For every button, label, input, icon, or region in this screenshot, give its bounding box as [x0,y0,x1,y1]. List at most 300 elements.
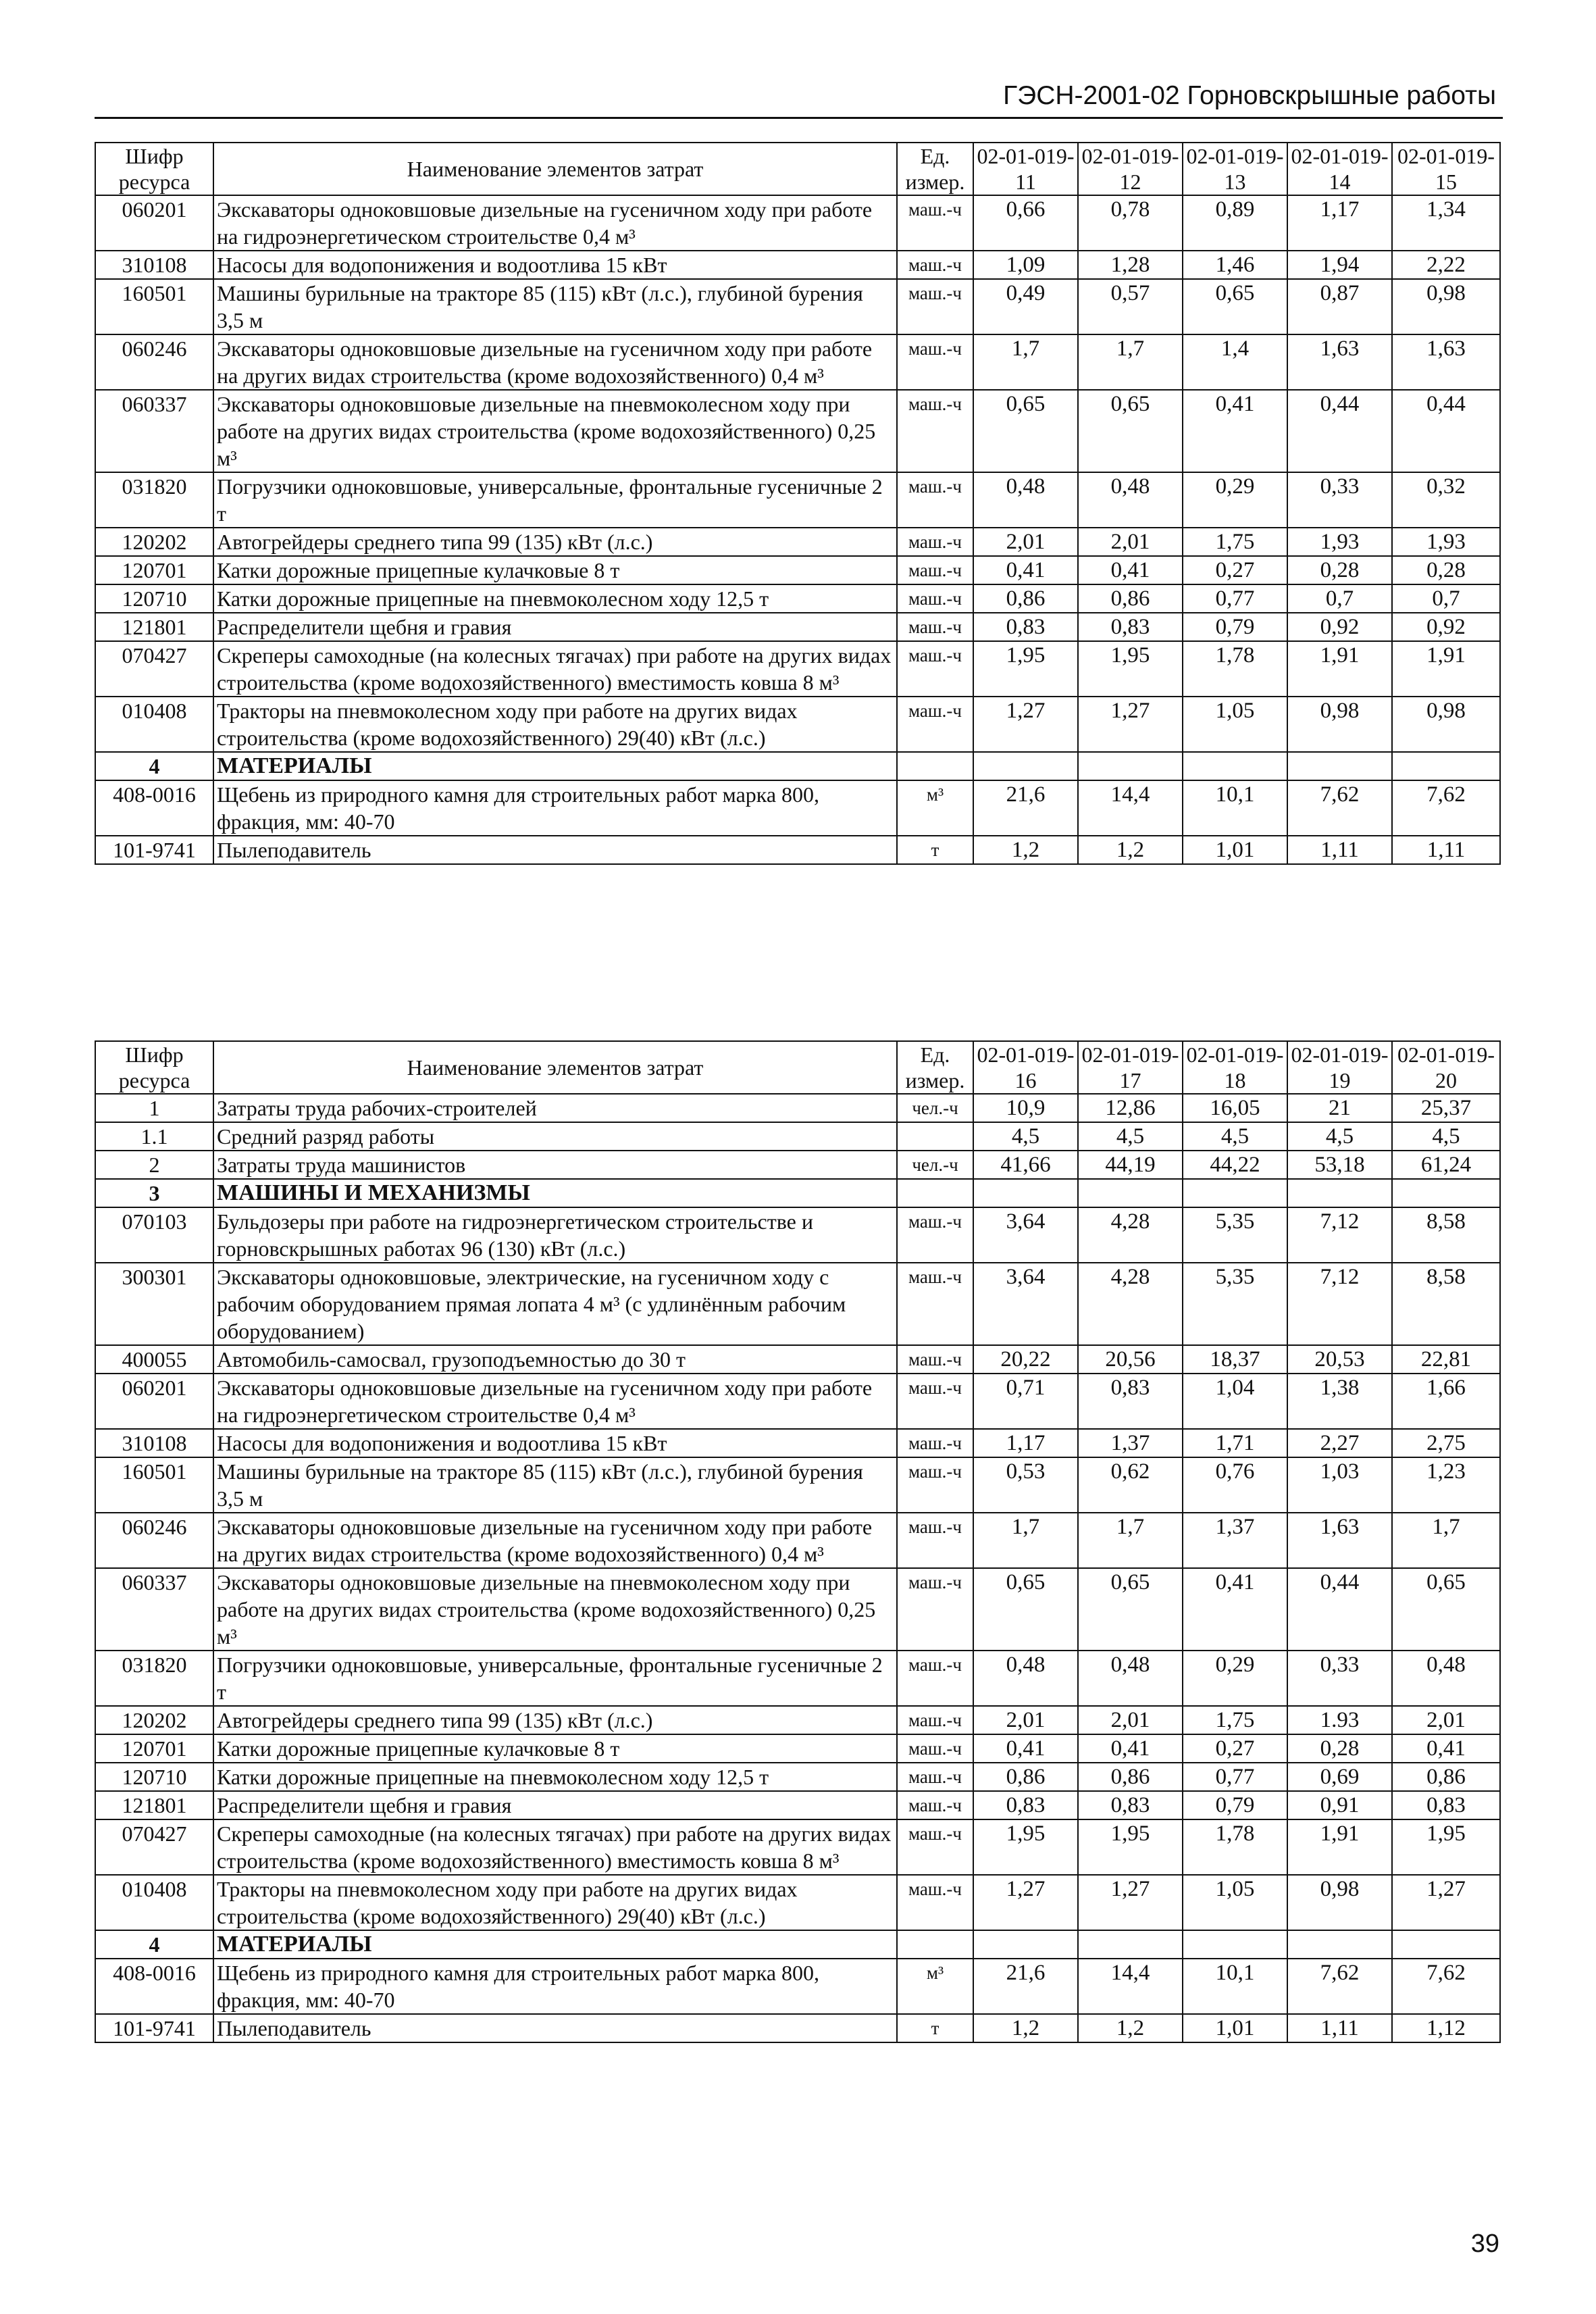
value-cell: 1,11 [1287,836,1392,864]
value-cell: 0,33 [1287,1651,1392,1706]
value-cell: 1,04 [1183,1374,1287,1429]
value-cell: 2,75 [1392,1429,1500,1457]
value-cell: 0,98 [1392,697,1500,752]
unit-cell: маш.-ч [897,556,973,584]
resource-name-cell: Автогрейдеры среднего типа 99 (135) кВт (л.с.) [213,1706,897,1734]
value-cell: 44,22 [1183,1151,1287,1179]
table-row [95,1122,1500,1151]
unit-cell: м³ [897,780,973,836]
value-cell: 0,87 [1287,279,1392,334]
value-cell: 3,64 [973,1263,1078,1345]
value-cell: 0,53 [973,1457,1078,1513]
value-cell: 4,5 [1078,1122,1183,1151]
resource-name-cell: Экскаваторы одноковшовые, электрические, на гусеничном ходу с рабочим оборудованием прямая лопата 4 м³ (с удлинённым рабочим оборудованием) [213,1263,897,1345]
column-header-variant: 02-01-019-12 [1078,143,1183,195]
resource-name-cell: Погрузчики одноковшовые, универсальные, фронтальные гусеничные 2 т [213,1651,897,1706]
column-header-name: Наименование элементов затрат [213,143,897,195]
unit-cell: маш.-ч [897,1791,973,1819]
value-cell: 1,2 [1078,2014,1183,2042]
value-cell: 1,4 [1183,334,1287,390]
value-cell: 1,91 [1287,1819,1392,1875]
value-cell [973,752,1078,780]
resource-name-cell: Скреперы самоходные (на колесных тягачах) при работе на других видах строительства (кроме водохозяйственного) вместимость ковша 8 м³ [213,1819,897,1875]
resource-code-cell: 101-9741 [95,836,213,864]
value-cell: 0,78 [1078,195,1183,251]
value-cell: 0,7 [1287,584,1392,613]
value-cell: 16,05 [1183,1094,1287,1122]
resource-name-cell: Распределители щебня и гравия [213,1791,897,1819]
unit-cell: маш.-ч [897,1568,973,1651]
table-row [95,1763,1500,1791]
value-cell: 1,37 [1078,1429,1183,1457]
value-cell: 61,24 [1392,1151,1500,1179]
value-cell: 14,4 [1078,780,1183,836]
value-cell: 10,1 [1183,1959,1287,2014]
table-row [95,1651,1500,1706]
value-cell: 0,86 [973,1763,1078,1791]
header-rule [95,117,1503,119]
resource-code-cell: 120701 [95,556,213,584]
value-cell [1287,1179,1392,1207]
value-cell: 0,57 [1078,279,1183,334]
value-cell: 1,95 [1392,1819,1500,1875]
value-cell: 1,93 [1392,528,1500,556]
resource-code-cell: 121801 [95,613,213,641]
unit-cell: маш.-ч [897,1457,973,1513]
value-cell: 21,6 [973,780,1078,836]
column-header-variant: 02-01-019-15 [1392,143,1500,195]
value-cell: 0,89 [1183,195,1287,251]
value-cell: 1,2 [973,2014,1078,2042]
value-cell: 1,05 [1183,697,1287,752]
value-cell: 0,27 [1183,1734,1287,1763]
value-cell: 1,78 [1183,1819,1287,1875]
resource-name-cell: Экскаваторы одноковшовые дизельные на пневмоколесном ходу при работе на других видах строительства (кроме водохозяйственного) 0,25 м³ [213,390,897,472]
value-cell: 0,98 [1287,1875,1392,1930]
resource-code-cell: 2 [95,1151,213,1179]
value-cell: 0,62 [1078,1457,1183,1513]
value-cell: 1,05 [1183,1875,1287,1930]
resource-name-cell: Распределители щебня и гравия [213,613,897,641]
value-cell [1287,752,1392,780]
resource-name-cell: Экскаваторы одноковшовые дизельные на гусеничном ходу при работе на гидроэнергетическом строительстве 0,4 м³ [213,1374,897,1429]
unit-cell: маш.-ч [897,1263,973,1345]
value-cell: 0,44 [1287,1568,1392,1651]
value-cell: 0,28 [1287,556,1392,584]
resource-name-cell: Экскаваторы одноковшовые дизельные на гусеничном ходу при работе на других видах строительства (кроме водохозяйственного) 0,4 м³ [213,334,897,390]
value-cell: 44,19 [1078,1151,1183,1179]
value-cell: 4,5 [1287,1122,1392,1151]
value-cell: 1,27 [1078,1875,1183,1930]
value-cell: 1,93 [1287,528,1392,556]
table-row [95,1959,1500,2014]
value-cell: 2,01 [973,1706,1078,1734]
value-cell: 1,7 [1392,1513,1500,1568]
value-cell: 8,58 [1392,1207,1500,1263]
table-row [95,1094,1500,1122]
unit-cell: маш.-ч [897,1819,973,1875]
resource-code-cell: 120202 [95,1706,213,1734]
value-cell: 0,48 [1078,472,1183,528]
value-cell: 1,71 [1183,1429,1287,1457]
value-cell: 1,09 [973,251,1078,279]
unit-cell: маш.-ч [897,1734,973,1763]
value-cell: 7,12 [1287,1207,1392,1263]
column-header-code: Шифр ресурса [95,143,213,195]
resource-name-cell: МАТЕРИАЛЫ [213,752,897,780]
table-row [95,1374,1500,1429]
unit-cell [897,1179,973,1207]
resource-code-cell: 121801 [95,1791,213,1819]
value-cell: 1,75 [1183,528,1287,556]
table-row [95,697,1500,752]
value-cell: 1,91 [1392,641,1500,697]
resource-table-2 [95,1040,1501,2043]
value-cell: 0,86 [1078,1763,1183,1791]
unit-cell: маш.-ч [897,472,973,528]
value-cell [973,1930,1078,1959]
resource-code-cell: 010408 [95,697,213,752]
resource-code-cell: 070427 [95,641,213,697]
table-row [95,2014,1500,2042]
unit-cell: маш.-ч [897,1875,973,1930]
value-cell: 1,01 [1183,2014,1287,2042]
value-cell: 1,63 [1287,1513,1392,1568]
value-cell: 1,37 [1183,1513,1287,1568]
resource-code-cell: 060246 [95,1513,213,1568]
value-cell: 0,69 [1287,1763,1392,1791]
value-cell: 0,76 [1183,1457,1287,1513]
table-row [95,1457,1500,1513]
value-cell: 1.93 [1287,1706,1392,1734]
resource-name-cell: Экскаваторы одноковшовые дизельные на пневмоколесном ходу при работе на других видах строительства (кроме водохозяйственного) 0,25 м³ [213,1568,897,1651]
value-cell: 0,98 [1287,697,1392,752]
resource-name-cell: Бульдозеры при работе на гидроэнергетическом строительстве и горновскрышных работах 96 (130) кВт (л.с.) [213,1207,897,1263]
value-cell [1392,1179,1500,1207]
resource-code-cell: 060246 [95,334,213,390]
unit-cell: маш.-ч [897,1763,973,1791]
resource-code-cell: 060201 [95,195,213,251]
value-cell: 7,12 [1287,1263,1392,1345]
resource-code-cell: 400055 [95,1345,213,1374]
table-row [95,1819,1500,1875]
value-cell: 0,41 [1183,1568,1287,1651]
unit-cell: маш.-ч [897,251,973,279]
value-cell [1183,1179,1287,1207]
unit-cell: т [897,2014,973,2042]
unit-cell: чел.-ч [897,1094,973,1122]
value-cell: 2,01 [1392,1706,1500,1734]
resource-name-cell: Катки дорожные прицепные на пневмоколесном ходу 12,5 т [213,584,897,613]
value-cell: 0,48 [973,1651,1078,1706]
column-header-variant: 02-01-019-20 [1392,1041,1500,1094]
column-header-variant: 02-01-019-19 [1287,1041,1392,1094]
value-cell: 0,91 [1287,1791,1392,1819]
table-row [95,279,1500,334]
section-row [95,752,1500,780]
value-cell: 0,41 [1078,556,1183,584]
value-cell: 21,6 [973,1959,1078,2014]
unit-cell: маш.-ч [897,1706,973,1734]
value-cell: 0,92 [1392,613,1500,641]
value-cell: 53,18 [1287,1151,1392,1179]
resource-name-cell: Машины бурильные на тракторе 85 (115) кВт (л.с.), глубиной бурения 3,5 м [213,279,897,334]
table-row [95,584,1500,613]
value-cell: 20,22 [973,1345,1078,1374]
resource-code-cell: 070427 [95,1819,213,1875]
value-cell: 0,65 [1392,1568,1500,1651]
table-row [95,1345,1500,1374]
value-cell: 0,66 [973,195,1078,251]
page-number: 39 [1470,2230,1499,2258]
value-cell: 0,41 [1392,1734,1500,1763]
unit-cell: маш.-ч [897,1345,973,1374]
value-cell: 20,53 [1287,1345,1392,1374]
value-cell: 1,7 [1078,1513,1183,1568]
resource-code-cell: 310108 [95,251,213,279]
value-cell: 1,11 [1287,2014,1392,2042]
resource-name-cell: Щебень из природного камня для строительных работ марка 800, фракция, мм: 40-70 [213,780,897,836]
value-cell: 0,65 [973,390,1078,472]
column-header-variant: 02-01-019-13 [1183,143,1287,195]
resource-name-cell: Экскаваторы одноковшовые дизельные на гусеничном ходу при работе на гидроэнергетическом строительстве 0,4 м³ [213,195,897,251]
value-cell: 1,17 [973,1429,1078,1457]
resource-name-cell: Катки дорожные прицепные кулачковые 8 т [213,556,897,584]
table-row [95,780,1500,836]
value-cell: 4,5 [973,1122,1078,1151]
value-cell: 1,27 [1078,697,1183,752]
value-cell: 0,48 [1392,1651,1500,1706]
value-cell: 1,01 [1183,836,1287,864]
value-cell: 0,32 [1392,472,1500,528]
value-cell: 1,38 [1287,1374,1392,1429]
value-cell: 7,62 [1392,1959,1500,2014]
resource-name-cell: Щебень из природного камня для строительных работ марка 800, фракция, мм: 40-70 [213,1959,897,2014]
value-cell: 0,48 [1078,1651,1183,1706]
value-cell: 1,11 [1392,836,1500,864]
resource-code-cell: 060337 [95,1568,213,1651]
value-cell: 1,94 [1287,251,1392,279]
value-cell: 1,78 [1183,641,1287,697]
resource-code-cell: 160501 [95,1457,213,1513]
value-cell: 0,65 [1078,1568,1183,1651]
table-row [95,1263,1500,1345]
value-cell: 2,27 [1287,1429,1392,1457]
value-cell: 0,77 [1183,1763,1287,1791]
value-cell: 0,92 [1287,613,1392,641]
table-row [95,556,1500,584]
resource-name-cell: МАТЕРИАЛЫ [213,1930,897,1959]
resource-code-cell: 1 [95,1094,213,1122]
value-cell: 7,62 [1392,780,1500,836]
value-cell: 0,29 [1183,1651,1287,1706]
resource-code-cell: 3 [95,1179,213,1207]
value-cell: 0,41 [973,1734,1078,1763]
value-cell [1287,1930,1392,1959]
unit-cell: маш.-ч [897,1513,973,1568]
resource-code-cell: 120710 [95,1763,213,1791]
unit-cell: маш.-ч [897,613,973,641]
table-header-row [95,143,1500,195]
value-cell: 1,03 [1287,1457,1392,1513]
resource-name-cell: Автогрейдеры среднего типа 99 (135) кВт (л.с.) [213,528,897,556]
resource-name-cell: Катки дорожные прицепные на пневмоколесном ходу 12,5 т [213,1763,897,1791]
unit-cell: маш.-ч [897,641,973,697]
unit-cell [897,1930,973,1959]
resource-name-cell: Погрузчики одноковшовые, универсальные, фронтальные гусеничные 2 т [213,472,897,528]
value-cell [1078,1179,1183,1207]
column-header-name: Наименование элементов затрат [213,1041,897,1094]
unit-cell: маш.-ч [897,390,973,472]
value-cell: 1,63 [1287,334,1392,390]
section-row [95,1179,1500,1207]
value-cell: 22,81 [1392,1345,1500,1374]
resource-code-cell: 4 [95,752,213,780]
resource-name-cell: Экскаваторы одноковшовые дизельные на гусеничном ходу при работе на других видах строительства (кроме водохозяйственного) 0,4 м³ [213,1513,897,1568]
value-cell: 0,83 [1392,1791,1500,1819]
table-header-row [95,1041,1500,1094]
table-row [95,1151,1500,1179]
table-row [95,613,1500,641]
resource-name-cell: Затраты труда машинистов [213,1151,897,1179]
unit-cell: маш.-ч [897,584,973,613]
value-cell: 4,5 [1183,1122,1287,1151]
value-cell: 1,95 [1078,641,1183,697]
value-cell: 1,75 [1183,1706,1287,1734]
resource-name-cell: Пылеподавитель [213,836,897,864]
resource-code-cell: 300301 [95,1263,213,1345]
value-cell: 0,83 [973,613,1078,641]
value-cell: 1,2 [973,836,1078,864]
value-cell: 41,66 [973,1151,1078,1179]
value-cell: 10,9 [973,1094,1078,1122]
resource-name-cell: Автомобиль-самосвал, грузоподъемностью до 30 т [213,1345,897,1374]
unit-cell: чел.-ч [897,1151,973,1179]
resource-name-cell: МАШИНЫ И МЕХАНИЗМЫ [213,1179,897,1207]
value-cell: 0,83 [1078,1374,1183,1429]
value-cell: 2,01 [1078,528,1183,556]
value-cell: 1,95 [973,641,1078,697]
unit-cell: маш.-ч [897,279,973,334]
resource-code-cell: 1.1 [95,1122,213,1151]
resource-code-cell: 031820 [95,1651,213,1706]
value-cell: 1,66 [1392,1374,1500,1429]
value-cell: 1,17 [1287,195,1392,251]
value-cell: 0,48 [973,472,1078,528]
resource-name-cell: Машины бурильные на тракторе 85 (115) кВт (л.с.), глубиной бурения 3,5 м [213,1457,897,1513]
resource-code-cell: 010408 [95,1875,213,1930]
value-cell: 1,23 [1392,1457,1500,1513]
value-cell [1078,1930,1183,1959]
value-cell: 1,28 [1078,251,1183,279]
resource-name-cell: Тракторы на пневмоколесном ходу при работе на других видах строительства (кроме водохозяйственного) 29(40) кВт (л.с.) [213,1875,897,1930]
value-cell: 1,7 [973,1513,1078,1568]
column-header-variant: 02-01-019-14 [1287,143,1392,195]
table-row [95,251,1500,279]
table-row [95,334,1500,390]
column-header-variant: 02-01-019-11 [973,143,1078,195]
value-cell: 0,44 [1392,390,1500,472]
resource-code-cell: 120710 [95,584,213,613]
value-cell: 14,4 [1078,1959,1183,2014]
unit-cell [897,1122,973,1151]
value-cell: 25,37 [1392,1094,1500,1122]
unit-cell: маш.-ч [897,1374,973,1429]
table-row [95,528,1500,556]
value-cell: 0,79 [1183,1791,1287,1819]
resource-code-cell: 4 [95,1930,213,1959]
table-row [95,1875,1500,1930]
value-cell: 1,27 [973,1875,1078,1930]
value-cell: 0,65 [973,1568,1078,1651]
value-cell: 4,5 [1392,1122,1500,1151]
resource-name-cell: Насосы для водопонижения и водоотлива 15 кВт [213,1429,897,1457]
value-cell: 2,01 [1078,1706,1183,1734]
value-cell: 12,86 [1078,1094,1183,1122]
resource-name-cell: Затраты труда рабочих-строителей [213,1094,897,1122]
value-cell: 0,41 [973,556,1078,584]
value-cell: 5,35 [1183,1263,1287,1345]
value-cell: 1,2 [1078,836,1183,864]
resource-code-cell: 070103 [95,1207,213,1263]
value-cell: 10,1 [1183,780,1287,836]
value-cell: 4,28 [1078,1263,1183,1345]
table-row [95,390,1500,472]
value-cell [973,1179,1078,1207]
unit-cell: маш.-ч [897,1651,973,1706]
value-cell: 0,33 [1287,472,1392,528]
resource-code-cell: 408-0016 [95,780,213,836]
value-cell: 0,41 [1183,390,1287,472]
value-cell: 1,27 [1392,1875,1500,1930]
column-header-unit: Ед. измер. [897,1041,973,1094]
table-row [95,641,1500,697]
resource-code-cell: 060201 [95,1374,213,1429]
value-cell: 7,62 [1287,1959,1392,2014]
value-cell [1183,1930,1287,1959]
unit-cell: маш.-ч [897,528,973,556]
value-cell: 0,71 [973,1374,1078,1429]
value-cell: 0,86 [1078,584,1183,613]
value-cell: 0,77 [1183,584,1287,613]
value-cell: 1,46 [1183,251,1287,279]
resource-name-cell: Средний разряд работы [213,1122,897,1151]
value-cell: 21 [1287,1094,1392,1122]
value-cell: 0,44 [1287,390,1392,472]
value-cell: 1,91 [1287,641,1392,697]
unit-cell: маш.-ч [897,195,973,251]
resource-code-cell: 101-9741 [95,2014,213,2042]
value-cell: 1,95 [1078,1819,1183,1875]
column-header-code: Шифр ресурса [95,1041,213,1094]
value-cell: 1,27 [973,697,1078,752]
value-cell: 0,79 [1183,613,1287,641]
value-cell: 8,58 [1392,1263,1500,1345]
value-cell: 0,27 [1183,556,1287,584]
value-cell: 1,12 [1392,2014,1500,2042]
value-cell: 0,65 [1183,279,1287,334]
value-cell: 1,63 [1392,334,1500,390]
resource-name-cell: Скреперы самоходные (на колесных тягачах) при работе на других видах строительства (кроме водохозяйственного) вместимость ковша 8 м³ [213,641,897,697]
value-cell: 0,86 [1392,1763,1500,1791]
resource-name-cell: Катки дорожные прицепные кулачковые 8 т [213,1734,897,1763]
value-cell: 1,34 [1392,195,1500,251]
value-cell: 0,98 [1392,279,1500,334]
value-cell [1183,752,1287,780]
value-cell: 0,83 [1078,1791,1183,1819]
value-cell [1392,1930,1500,1959]
resource-name-cell: Пылеподавитель [213,2014,897,2042]
